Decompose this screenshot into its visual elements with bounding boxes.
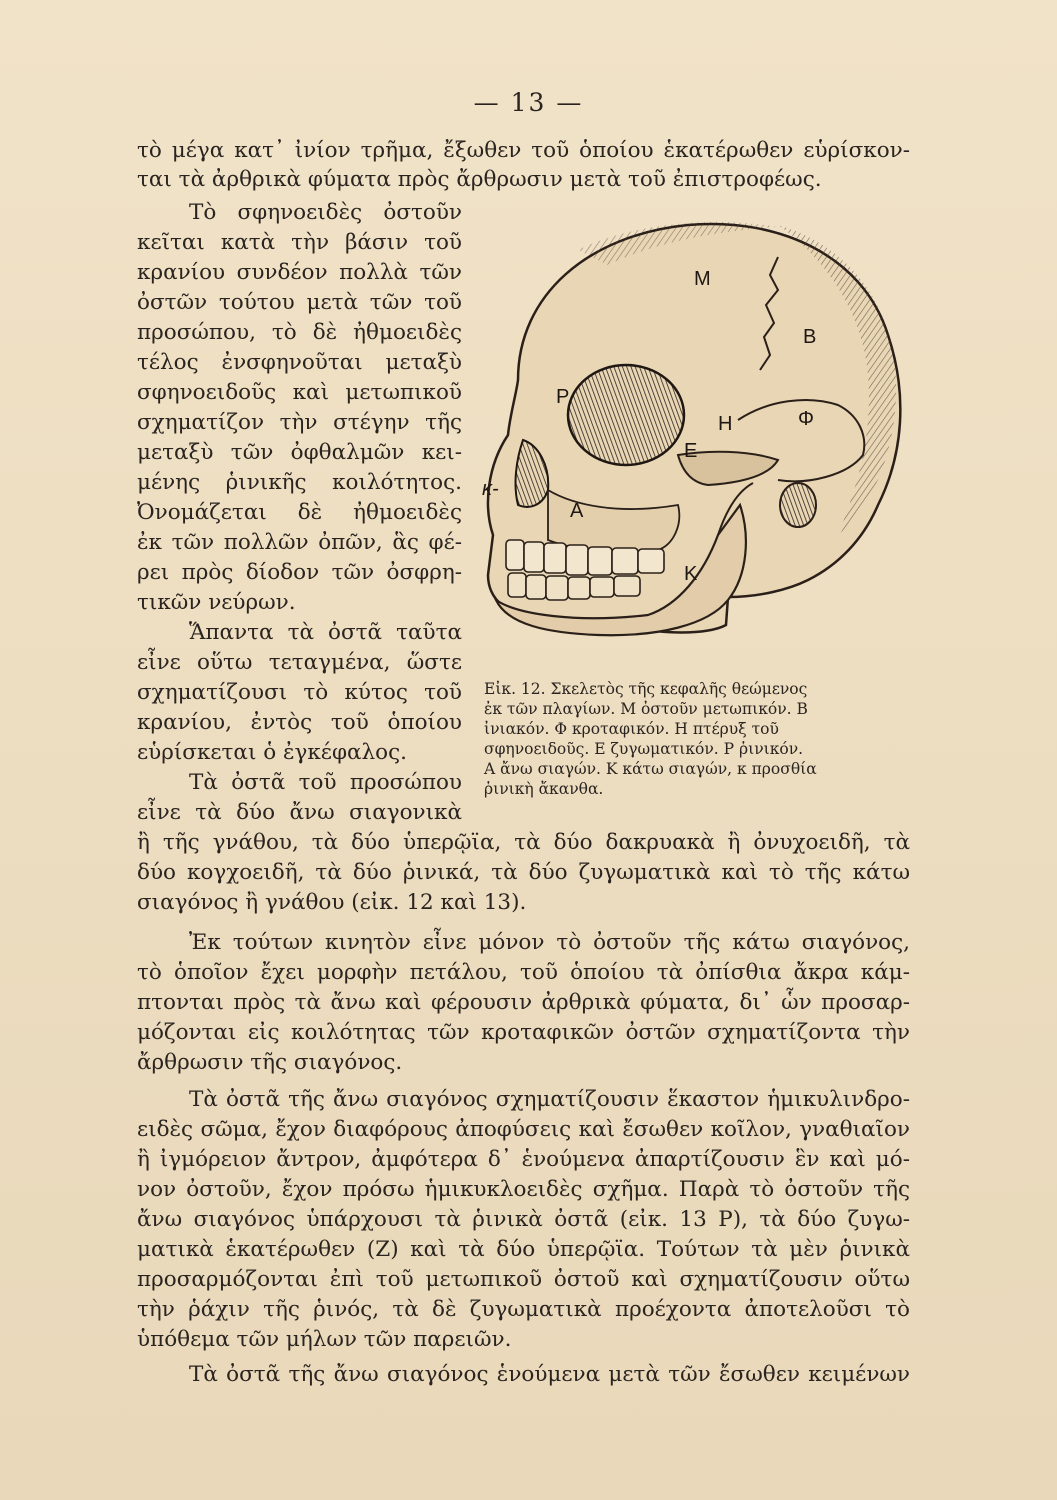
text-line: σιαγόνος ἢ γνάθου (εἰκ. 12 καὶ 13). bbox=[137, 890, 527, 915]
text-line: τὸ μέγα κατ᾿ ἰνίον τρῆμα, ἔξωθεν τοῦ ὁποίου ἑκατέρωθεν εὑρίσκον- bbox=[137, 138, 910, 163]
label-E: E bbox=[684, 440, 698, 462]
text-line: προσαρμόζονται ἐπὶ τοῦ μετωπικοῦ ὀστοῦ καὶ σχηματίζουσιν οὕτω bbox=[137, 1267, 910, 1292]
text-line: δύο κογχοειδῆ, τὰ δύο ῥινικά, τὰ δύο ζυγωματικὰ καὶ τὸ τῆς κάτω bbox=[137, 860, 910, 885]
text-line: κρανίου, ἐντὸς τοῦ ὁποίου bbox=[137, 710, 462, 735]
label-k: κ- bbox=[482, 478, 499, 500]
caption-line: ἰνιακόν. Φ κροταφικόν. Η πτέρυξ τοῦ bbox=[484, 720, 779, 738]
text-line: ὀστῶν τούτου μετὰ τῶν τοῦ bbox=[137, 290, 462, 315]
text-line: κρανίου συνδέον πολλὰ τῶν bbox=[137, 260, 462, 285]
text-line: Τὰ ὀστᾶ τῆς ἄνω σιαγόνος ἑνούμενα μετὰ τῶν ἔσωθεν κειμένων bbox=[189, 1362, 910, 1387]
label-M: M bbox=[694, 268, 711, 290]
text-line: τὴν ῥάχιν τῆς ῥινός, τὰ δὲ ζυγωματικὰ προέχοντα ἀποτελοῦσι τὸ bbox=[137, 1297, 910, 1322]
text-line: Ἐκ τούτων κινητὸν εἶνε μόνον τὸ ὀστοῦν τῆς κάτω σιαγόνος, bbox=[189, 930, 910, 955]
label-R: P bbox=[556, 386, 570, 408]
text-line: ἐκ τῶν πολλῶν ὀπῶν, ἃς φέ- bbox=[137, 530, 462, 555]
label-B: B bbox=[803, 326, 817, 348]
text-line: μεταξὺ τῶν ὀφθαλμῶν κει- bbox=[137, 440, 462, 465]
text-line: ἄνω σιαγόνος ὑπάρχουσι τὰ ῥινικὰ ὀστᾶ (εἰκ. 13 Ρ), τὰ δύο ζυγω- bbox=[137, 1207, 910, 1232]
caption-line: ἐκ τῶν πλαγίων. Μ ὀστοῦν μετωπικόν. Β bbox=[484, 700, 808, 718]
text-line: κεῖται κατὰ τὴν βάσιν τοῦ bbox=[137, 230, 462, 255]
text-line: ἢ ἰγμόρειον ἄντρον, ἀμφότερα δ᾿ ἑνούμενα ἀπαρτίζουσιν ἓν καὶ μό- bbox=[137, 1147, 910, 1172]
text-line: ειδὲς σῶμα, ἔχον διαφόρους ἀποφύσεις καὶ ἔσωθεν κοῖλον, γναθιαῖον bbox=[137, 1117, 910, 1142]
page-number: — 13 — bbox=[473, 88, 584, 117]
text-line: πτονται πρὸς τὰ ἄνω καὶ φέρουσιν ἀρθρικὰ φύματα, δι᾿ ὧν προσαρ- bbox=[137, 990, 910, 1015]
text-line: ματικὰ ἑκατέρωθεν (Ζ) καὶ τὰ δύο ὑπερῷϊα. Τούτων τὰ μὲν ῥινικὰ bbox=[137, 1237, 910, 1262]
caption-line: Εἰκ. 12. Σκελετὸς τῆς κεφαλῆς θεώμενος bbox=[484, 680, 808, 698]
text-line: σχηματίζον τὴν στέγην τῆς bbox=[137, 410, 462, 435]
text-line: εἶνε οὕτω τεταγμένα, ὥστε bbox=[137, 650, 462, 675]
skull-illustration bbox=[478, 205, 910, 667]
text-line: τικῶν νεύρων. bbox=[137, 590, 296, 615]
text-line: Τὰ ὀστᾶ τῆς ἄνω σιαγόνος σχηματίζουσιν ἕκαστον ἡμικυλινδρο- bbox=[189, 1087, 910, 1112]
label-H: H bbox=[718, 413, 733, 435]
text-line: ται τὰ ἀρθρικὰ φύματα πρὸς ἄρθρωσιν μετὰ τοῦ ἐπιστροφέως. bbox=[137, 167, 822, 192]
text-line: Τὸ σφηνοειδὲς ὀστοῦν bbox=[189, 200, 462, 225]
caption-line: Α ἄνω σιαγών. Κ κάτω σιαγών, κ προσθία bbox=[484, 760, 817, 778]
text-line: ἄρθρωσιν τῆς σιαγόνος. bbox=[137, 1050, 403, 1075]
text-line: ἢ τῆς γνάθου, τὰ δύο ὑπερῷϊα, τὰ δύο δακρυακὰ ἢ ὀνυχοειδῆ, τὰ bbox=[137, 830, 910, 855]
text-line: νον ὀστοῦν, ἔχον πρόσω ἡμικυκλοειδὲς σχῆμα. Παρὰ τὸ ὀστοῦν τῆς bbox=[137, 1177, 910, 1202]
text-line: τέλος ἐνσφηνοῦται μεταξὺ bbox=[137, 350, 462, 375]
text-line: ὑπόθεμα τῶν μήλων τῶν παρειῶν. bbox=[137, 1327, 512, 1352]
text-line: Ὀνομάζεται δὲ ἠθμοειδὲς bbox=[137, 500, 462, 525]
text-line: Τὰ ὀστᾶ τοῦ προσώπου bbox=[189, 770, 462, 795]
caption-line: ῥινικὴ ἄκανθα. bbox=[484, 780, 604, 798]
text-line: Ἅπαντα τὰ ὀστᾶ ταῦτα bbox=[189, 620, 462, 645]
text-line: μένης ῥινικῆς κοιλότητος. bbox=[137, 470, 462, 495]
label-A: A bbox=[570, 500, 584, 522]
text-line: προσώπου, τὸ δὲ ἠθμοειδὲς bbox=[137, 320, 462, 345]
caption-line: σφηνοειδοῦς. Ε ζυγωματικόν. Ρ ῥινικόν. bbox=[484, 740, 804, 758]
text-line: εὑρίσκεται ὁ ἐγκέφαλος. bbox=[137, 740, 407, 765]
text-line: τὸ ὁποῖον ἔχει μορφὴν πετάλου, τοῦ ὁποίου τὰ ὀπίσθια ἄκρα κάμ- bbox=[137, 960, 910, 985]
text-line: ρει πρὸς δίοδον τῶν ὀσφρη- bbox=[137, 560, 462, 585]
text-line: σχηματίζουσι τὸ κύτος τοῦ bbox=[137, 680, 462, 705]
text-line: σφηνοειδοῦς καὶ μετωπικοῦ bbox=[137, 380, 462, 405]
text-line: μόζονται εἰς κοιλότητας τῶν κροταφικῶν ὀστῶν σχηματίζοντα τὴν bbox=[137, 1020, 910, 1045]
text-line: εἶνε τὰ δύο ἄνω σιαγονικὰ bbox=[137, 800, 462, 825]
label-K: K bbox=[684, 563, 698, 585]
label-F: Φ bbox=[798, 408, 814, 430]
